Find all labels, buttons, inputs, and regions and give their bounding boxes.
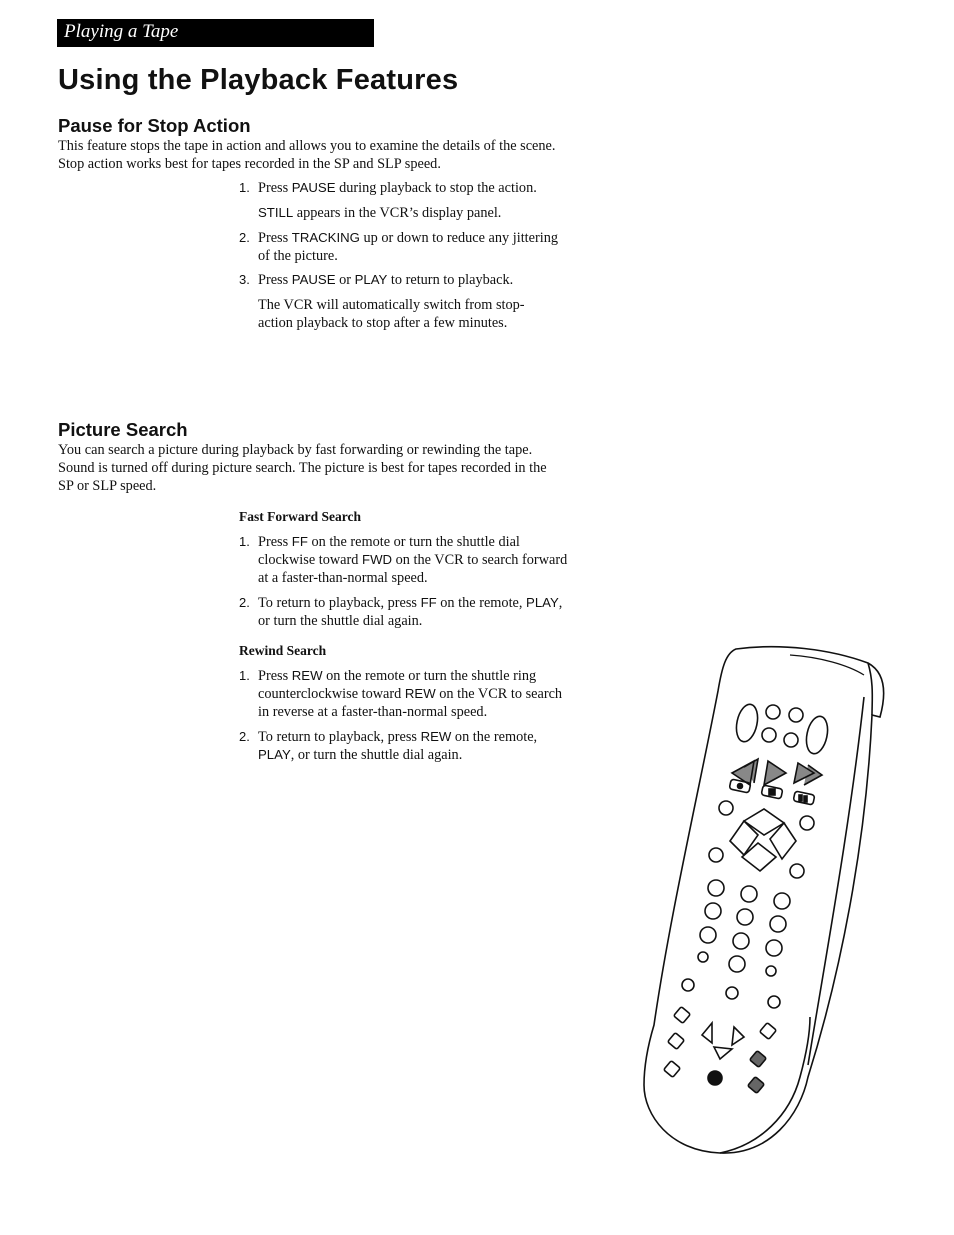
key-name: PLAY xyxy=(258,747,291,762)
step-text: Press xyxy=(258,272,292,288)
number-button xyxy=(774,893,790,909)
ff-step-2 xyxy=(239,594,569,630)
side-button xyxy=(709,848,723,862)
key-name: PAUSE xyxy=(291,180,336,195)
pause-steps xyxy=(239,179,569,332)
top-button xyxy=(766,705,780,719)
step-text: on the remote or turn the shuttle dial clockwise toward xyxy=(258,534,520,568)
lower-button xyxy=(674,1007,691,1024)
arrow-down-icon xyxy=(714,1047,732,1059)
number-button xyxy=(737,909,753,925)
step-text: on the VCR to search forward at a faster-than-normal speed. xyxy=(258,552,568,586)
key-name: TRACKING xyxy=(291,230,360,245)
power-button-left xyxy=(733,702,760,743)
small-button xyxy=(766,966,776,976)
help-button xyxy=(708,1071,722,1085)
nav-up-button xyxy=(744,809,784,835)
lower-button xyxy=(682,979,694,991)
lower-button xyxy=(768,996,780,1008)
search-intro: You can search a picture during playback by fast forwarding or rewinding the tape. Sound is turned off during picture search. The picture is best for tapes recorded in the SP or SLP speed. xyxy=(58,442,547,494)
step-text: to return to playback. xyxy=(387,272,514,288)
step-text: To return to playback, press xyxy=(258,595,421,611)
pause-step-3 xyxy=(239,271,569,289)
page-title: Using the Playback Features xyxy=(58,64,459,96)
lower-button xyxy=(664,1061,681,1078)
pause-heading: Pause for Stop Action xyxy=(58,115,251,136)
rew-subheading: Rewind Search xyxy=(239,643,327,658)
number-button xyxy=(705,903,721,919)
lower-button xyxy=(748,1077,765,1094)
key-name: PAUSE xyxy=(291,272,336,287)
search-heading: Picture Search xyxy=(58,419,188,440)
small-button xyxy=(698,952,708,962)
key-name: REW xyxy=(291,668,323,683)
key-name: REW xyxy=(420,729,452,744)
menu-button xyxy=(719,801,733,815)
key-name: PLAY xyxy=(526,595,559,610)
number-button xyxy=(708,880,724,896)
step-text: , or turn the shuttle dial again. xyxy=(290,747,463,763)
step-text: up or down to reduce any jittering of the picture. xyxy=(258,230,559,264)
step-text: To return to playback, press xyxy=(258,729,421,745)
nav-down-button xyxy=(742,843,776,871)
number-button xyxy=(770,916,786,932)
record-icon xyxy=(738,784,743,789)
step-text: Press xyxy=(258,230,292,246)
remote-side-line xyxy=(808,697,864,1065)
pause-icon xyxy=(799,795,802,801)
number-button xyxy=(733,933,749,949)
step-text: on the VCR to search in reverse at a faster-than-normal speed. xyxy=(258,686,563,720)
lower-button xyxy=(750,1051,767,1068)
number-button xyxy=(700,927,716,943)
pause-step-2 xyxy=(239,229,569,265)
fast-forward-icon xyxy=(794,763,822,785)
nav-left-button xyxy=(730,821,758,855)
step-text: on the remote, xyxy=(436,595,527,611)
step-text: during playback to stop the action. xyxy=(335,180,537,196)
number-button xyxy=(729,956,745,972)
note-text: appears in the VCR’s display panel. xyxy=(293,205,502,221)
arrow-left-icon xyxy=(702,1023,712,1043)
rew-step-2 xyxy=(239,728,569,764)
ff-search xyxy=(239,508,569,630)
pause-note-1 xyxy=(239,204,569,222)
step-text: Press xyxy=(258,534,292,550)
step-number: 2. xyxy=(239,230,250,245)
guide-button xyxy=(800,816,814,830)
step-number: 1. xyxy=(239,180,250,195)
remote-body-outline xyxy=(644,647,884,1153)
ff-subheading: Fast Forward Search xyxy=(239,509,361,524)
number-button xyxy=(741,886,757,902)
ff-step-1 xyxy=(239,533,569,587)
step-text: Press xyxy=(258,180,292,196)
section-tab: Playing a Tape xyxy=(57,19,374,47)
key-name: FWD xyxy=(362,552,393,567)
pause-note-3: The VCR will automatically switch from stop-action playback to stop after a few minutes. xyxy=(258,297,525,331)
pause-icon xyxy=(804,796,807,802)
display-text: STILL xyxy=(258,205,294,220)
remote-edge xyxy=(868,663,872,715)
key-name: FF xyxy=(420,595,437,610)
step-text: Press xyxy=(258,668,292,684)
step-text: on the remote or turn the shuttle ring counterclockwise toward xyxy=(258,668,537,702)
top-button xyxy=(784,733,798,747)
side-button xyxy=(790,864,804,878)
rew-search xyxy=(239,642,569,764)
lower-button xyxy=(726,987,738,999)
arrow-right-icon xyxy=(732,1027,744,1045)
power-button-right xyxy=(803,714,830,755)
step-number: 1. xyxy=(239,534,250,549)
key-name: PLAY xyxy=(354,272,388,287)
number-button xyxy=(766,940,782,956)
rew-step-1 xyxy=(239,667,569,721)
lower-button xyxy=(668,1033,685,1050)
step-text: on the remote, xyxy=(451,729,538,745)
pause-intro: This feature stops the tape in action and allows you to examine the details of the scene. Stop action works best for tapes recorded in the SP and SLP speed. xyxy=(58,138,556,172)
step-number: 2. xyxy=(239,729,250,744)
top-button xyxy=(789,708,803,722)
step-number: 2. xyxy=(239,595,250,610)
play-icon xyxy=(764,761,786,785)
top-button xyxy=(762,728,776,742)
pause-step-1 xyxy=(239,179,569,197)
rewind-icon xyxy=(732,759,758,785)
key-name: FF xyxy=(291,534,308,549)
stop-icon xyxy=(769,789,775,795)
remote-control-illustration xyxy=(640,645,890,1160)
step-number: 1. xyxy=(239,668,250,683)
step-text: , or turn the shuttle dial again. xyxy=(258,595,563,629)
step-number: 3. xyxy=(239,272,250,287)
key-name: REW xyxy=(404,686,436,701)
step-text: or xyxy=(335,272,355,288)
lower-button xyxy=(760,1023,777,1040)
